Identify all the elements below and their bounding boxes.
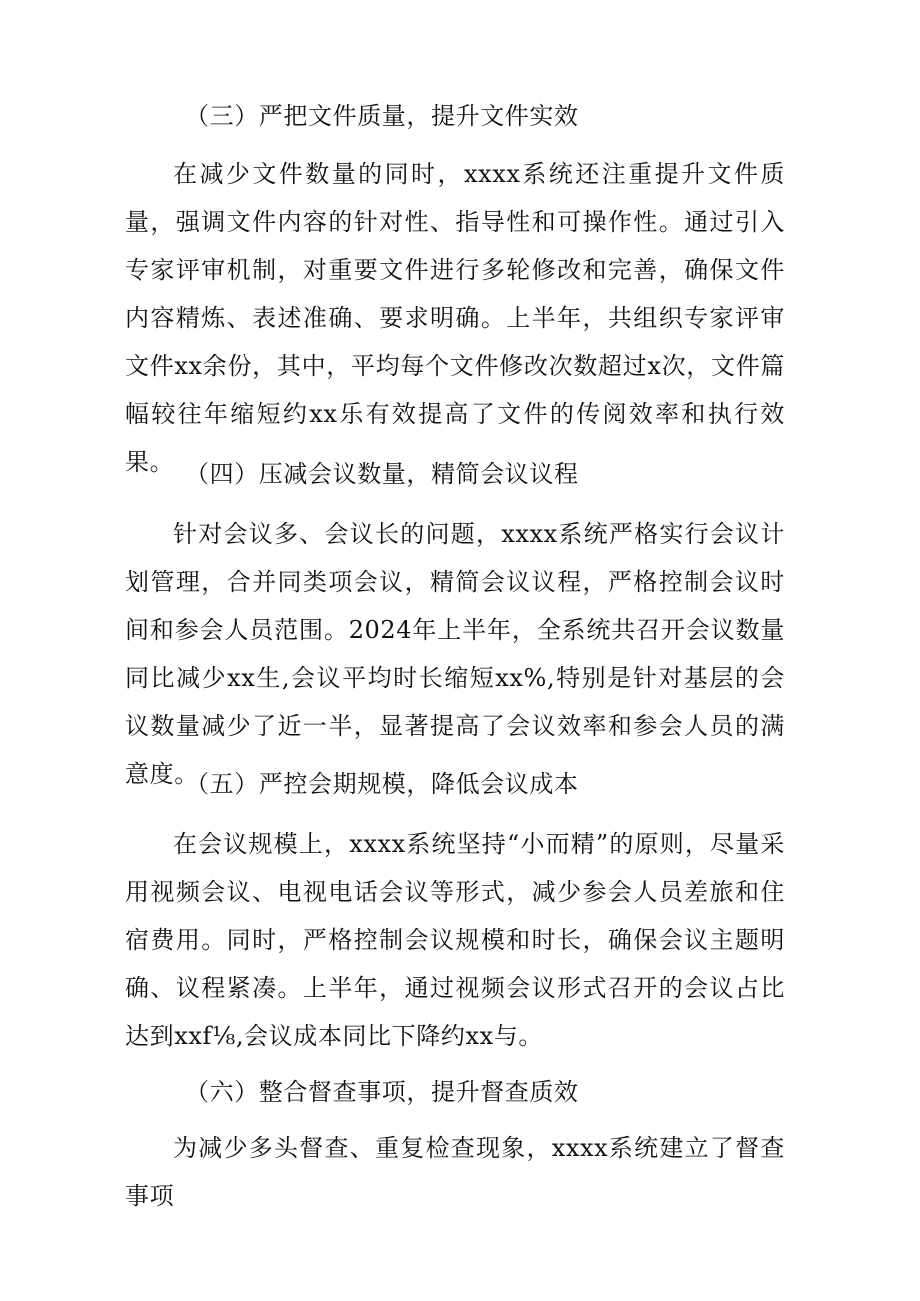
- section-paragraph-6: 为减少多头督查、重复检查现象，xxxx系统建立了督查事项: [125, 1134, 785, 1210]
- section-heading-3: （三）严把文件质量，提升文件实效: [185, 102, 579, 130]
- section-paragraph-5: 在会议规模上，xxxx系统坚持“小而精”的原则，尽量采用视频会议、电视电话会议等形式，减少参会人员差旅和住宿费用。同时，严格控制会议规模和时长，确保会议主题明确、议程紧凑。上半年，通过视频会议形式召开的会议占比达到xxf⅛,会议成本同比下降约xx与。: [125, 830, 785, 1050]
- section-paragraph-3: 在减少文件数量的同时，xxxx系统还注重提升文件质量，强调文件内容的针对性、指导性和可操作性。通过引入专家评审机制，对重要文件进行多轮修改和完善，确保文件内容精炼、表述准确、要求明确。上半年，共组织专家评审文件xx余份，其中，平均每个文件修改次数超过x次，文件篇幅较往年缩短约xx乐有效提高了文件的传阅效率和执行效果。: [125, 160, 785, 476]
- section-heading-4: （四）压减会议数量，精简会议议程: [185, 460, 579, 488]
- section-paragraph-4: 针对会议多、会议长的问题，xxxx系统严格实行会议计划管理，合并同类项会议，精简会议议程，严格控制会议时间和参会人员范围。2024年上半年，全系统共召开会议数量同比减少xx生,会议平均时长缩短xx%,特别是针对基层的会议数量减少了近一半，显著提高了会议效率和参会人员的满意度。: [125, 520, 785, 788]
- section-heading-6: （六）整合督查事项，提升督查质效: [185, 1078, 579, 1106]
- section-heading-5: （五）严控会期规模，降低会议成本: [185, 770, 579, 798]
